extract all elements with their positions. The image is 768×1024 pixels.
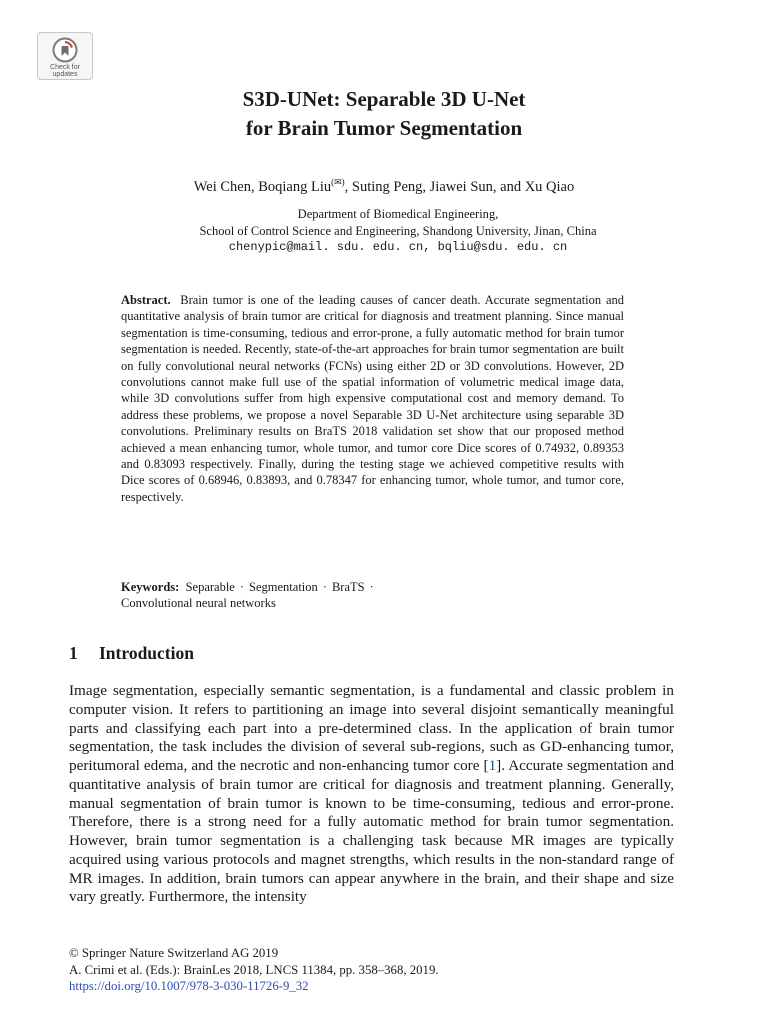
introduction-paragraph bbox=[69, 682, 674, 907]
affiliation-line-1: Department of Biomedical Engineering, bbox=[297, 207, 499, 221]
check-for-updates-icon bbox=[52, 37, 78, 63]
book-citation: A. Crimi et al. (Eds.): BrainLes 2018, LNCS 11384, pp. 358–368, 2019. bbox=[69, 962, 439, 977]
check-for-updates-badge[interactable] bbox=[37, 32, 93, 80]
badge-label: Check for updates bbox=[50, 64, 80, 78]
keyword: BraTS bbox=[331, 580, 365, 594]
intro-text-2: ]. Accurate segmentation and quantitative analysis of brain tumor are critical for diagnosis and treatment planning. Generally, manual segmentation of brain tumor is known to be time-consuming, tedious and error-prone. Therefore, there is a strong need for a fully automatic method for brain tumor segmentation. However, brain tumor segmentation is a challenging task because MR images are typically acquired using various protocols and magnet strengths, which results in the non-standard range of MR images. In addition, brain tumors can appear anywhere in the brain, and their shape and size vary greatly. Furthermore, the intensity bbox=[69, 757, 674, 906]
doi-link[interactable]: https://doi.org/10.1007/978-3-030-11726-9_32 bbox=[69, 979, 309, 993]
intro-text-1: Image segmentation, especially semantic segmentation, is a fundamental and classic problem in computer vision. It refers to partitioning an image into several disjoint semantically meaningful parts and classifying each part into a pre-determined class. In the application of brain tumor segmentation, the task includes the division of several sub-regions, such as GD-enhancing tumor, peritumoral edema, and the necrotic and non-enhancing tumor core [ bbox=[69, 682, 674, 774]
authors-part-1: Wei Chen, Boqiang Liu bbox=[193, 178, 332, 195]
author-emails[interactable]: chenypic@mail. sdu. edu. cn, bqliu@sdu. edu. cn bbox=[228, 240, 568, 254]
paper-title bbox=[0, 85, 768, 143]
keyword: Segmentation bbox=[249, 580, 318, 594]
footer bbox=[69, 945, 439, 995]
abstract bbox=[121, 292, 624, 505]
keyword-separator: · bbox=[369, 580, 374, 594]
corresponding-author-mark: (✉) bbox=[331, 177, 345, 187]
keyword-separator: · bbox=[239, 580, 245, 594]
section-title: Introduction bbox=[99, 643, 194, 663]
abstract-text: Brain tumor is one of the leading causes of cancer death. Accurate segmentation and quantitative analysis of brain tumor are critical for diagnosis and treatment planning. Since manual segmentation is time-consuming, tedious and error-prone, a fully automatic method for brain tumor segmentation is needed. Recently, state-of-the-art approaches for brain tumor segmentation are built on fully convolutional neural networks (FCNs) using either 2D or 3D convolutions. However, 2D convolutions cannot make full use of the spatial information of volumetric medical image data, while 3D convolutions suffer from high expensive computational cost and memory demand. To address these problems, we propose a novel Separable 3D U-Net architecture using separable 3D convolutions. Preliminary results on BraTS 2018 validation set show that our proposed method achieved a mean enhancing tumor, whole tumor, and tumor core Dice scores of 0.74932, 0.89353 and 0.83093 respectively. Finally, during the testing stage we achieved competitive results with Dice scores of 0.68946, 0.83893, and 0.78347 for enhancing tumor, whole tumor, and tumor core, respectively. bbox=[121, 293, 624, 504]
affiliation-block bbox=[0, 206, 768, 256]
keyword-separator: · bbox=[322, 580, 327, 594]
title-line-2: for Brain Tumor Segmentation bbox=[245, 116, 523, 140]
author-list bbox=[0, 173, 768, 196]
copyright-notice: © Springer Nature Switzerland AG 2019 bbox=[69, 946, 279, 960]
citation-link[interactable]: 1 bbox=[488, 757, 497, 774]
affiliation-line-2: School of Control Science and Engineering, Shandong University, Jinan, China bbox=[199, 223, 597, 238]
authors-part-2: , Suting Peng, Jiawei Sun, and Xu Qiao bbox=[344, 178, 575, 195]
keyword: Convolutional neural networks bbox=[121, 596, 276, 611]
keywords-label: Keywords: bbox=[121, 580, 180, 594]
keyword: Separable bbox=[185, 580, 235, 594]
section-number: 1 bbox=[69, 643, 78, 663]
section-heading bbox=[69, 642, 194, 664]
title-line-1: S3D-UNet: Separable 3D U-Net bbox=[242, 87, 526, 111]
keywords bbox=[121, 579, 624, 612]
abstract-label: Abstract. bbox=[121, 293, 171, 307]
